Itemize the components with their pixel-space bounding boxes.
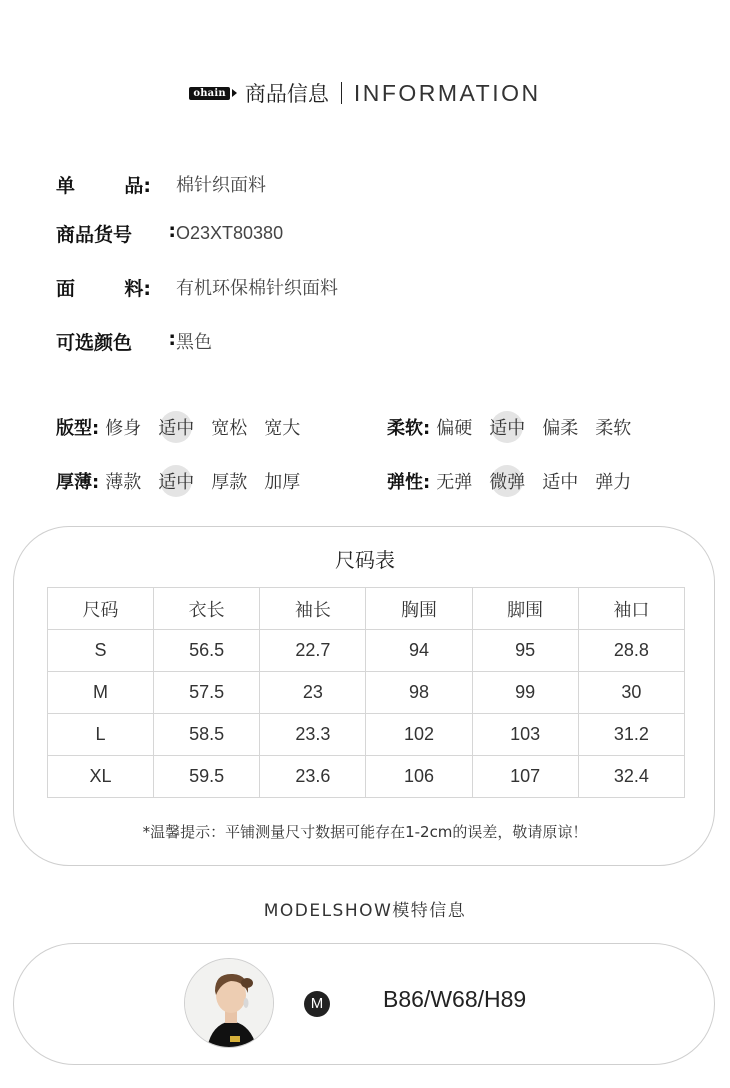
model-avatar — [184, 958, 274, 1048]
info-label-char: 面 — [56, 277, 76, 300]
attr-option: 偏柔 — [542, 418, 579, 439]
table-cell: 57.5 — [154, 672, 260, 714]
table-row — [48, 756, 685, 798]
table-cell: 94 — [366, 630, 472, 672]
attr-label: 版型: — [56, 418, 100, 439]
table-cell: 28.8 — [578, 630, 684, 672]
header-title-en: INFORMATION — [353, 79, 541, 106]
model-measurements: B86/W68/H89 — [383, 986, 527, 1012]
info-label — [56, 171, 151, 198]
attr-option-selected: 适中 — [158, 468, 194, 494]
table-cell: 102 — [366, 714, 472, 756]
table-row — [48, 672, 685, 714]
table-cell: 31.2 — [578, 714, 684, 756]
model-size-badge: M — [304, 991, 330, 1017]
table-header-cell: 衣长 — [154, 588, 260, 630]
table-cell: S — [48, 630, 154, 672]
table-header-cell: 袖口 — [578, 588, 684, 630]
table-cell: 103 — [472, 714, 578, 756]
table-cell: 22.7 — [260, 630, 366, 672]
attr-row-softness — [387, 412, 648, 442]
size-chart-title: 尺码表 — [335, 548, 395, 572]
size-note: *温馨提示：平铺测量尺寸数据可能存在1-2cm的误差，敬请原谅！ — [142, 823, 588, 841]
table-header-row — [48, 588, 685, 630]
header-divider — [341, 82, 342, 104]
info-row-item — [56, 170, 266, 198]
info-label-text: 可选颜色 — [56, 331, 133, 354]
info-row-fabric — [56, 273, 338, 301]
table-cell: 30 — [578, 672, 684, 714]
header-title-cn: 商品信息 — [244, 82, 329, 106]
info-row-sku — [56, 219, 283, 247]
table-cell: M — [48, 672, 154, 714]
attr-label: 厚薄: — [56, 472, 100, 493]
attr-option: 偏硬 — [436, 418, 473, 439]
info-value: O23XT80380 — [176, 222, 284, 243]
table-header-cell: 尺码 — [48, 588, 154, 630]
attr-option: 宽松 — [211, 418, 248, 439]
table-row — [48, 714, 685, 756]
attr-option: 宽大 — [264, 418, 301, 439]
table-cell: 23.3 — [260, 714, 366, 756]
attr-label: 弹性: — [387, 472, 431, 493]
play-icon — [232, 89, 237, 97]
info-label: 可选颜色 : — [56, 327, 176, 354]
attr-option: 弹力 — [595, 472, 632, 493]
brand-logo-text: ohain — [189, 87, 230, 100]
table-row — [48, 630, 685, 672]
attr-label: 柔软: — [387, 418, 431, 439]
info-label-char: 料: — [124, 277, 151, 300]
table-header-cell: 胸围 — [366, 588, 472, 630]
attr-option: 修身 — [105, 418, 142, 439]
table-cell: 56.5 — [154, 630, 260, 672]
table-cell: 23 — [260, 672, 366, 714]
table-cell: L — [48, 714, 154, 756]
model-section-title: MODELSHOW模特信息 — [263, 901, 467, 921]
table-cell: 99 — [472, 672, 578, 714]
table-cell: 59.5 — [154, 756, 260, 798]
table-cell: 58.5 — [154, 714, 260, 756]
attr-option: 柔软 — [595, 418, 632, 439]
attr-option-selected: 适中 — [489, 414, 525, 440]
table-cell: 98 — [366, 672, 472, 714]
table-cell: 23.6 — [260, 756, 366, 798]
size-table — [47, 587, 685, 798]
section-header — [0, 78, 730, 110]
info-row-color — [56, 327, 212, 355]
attr-option: 无弹 — [436, 472, 473, 493]
table-cell: 32.4 — [578, 756, 684, 798]
info-label — [56, 274, 151, 301]
attr-row-elasticity — [387, 466, 648, 496]
table-cell: 95 — [472, 630, 578, 672]
brand-logo — [189, 87, 237, 100]
attr-option: 厚款 — [211, 472, 248, 493]
attr-option: 加厚 — [264, 472, 301, 493]
attr-option: 适中 — [542, 472, 579, 493]
info-label-text: 商品货号 — [56, 223, 133, 246]
info-label: 商品货号 : — [56, 219, 176, 246]
table-header-cell: 脚围 — [472, 588, 578, 630]
info-label-char: 品: — [124, 174, 151, 197]
attr-row-thickness — [56, 466, 317, 496]
table-cell: XL — [48, 756, 154, 798]
attr-option-selected: 微弹 — [489, 468, 525, 494]
attr-option-selected: 适中 — [158, 414, 194, 440]
model-info-panel — [13, 943, 715, 1065]
table-cell: 107 — [472, 756, 578, 798]
info-value: 棉针织面料 — [176, 175, 266, 196]
info-label-char: 单 — [56, 174, 76, 197]
attr-option: 薄款 — [105, 472, 142, 493]
info-value: 有机环保棉针织面料 — [176, 278, 338, 299]
table-cell: 106 — [366, 756, 472, 798]
info-value: 黑色 — [176, 332, 212, 353]
table-header-cell: 袖长 — [260, 588, 366, 630]
attr-row-fit — [56, 412, 317, 442]
